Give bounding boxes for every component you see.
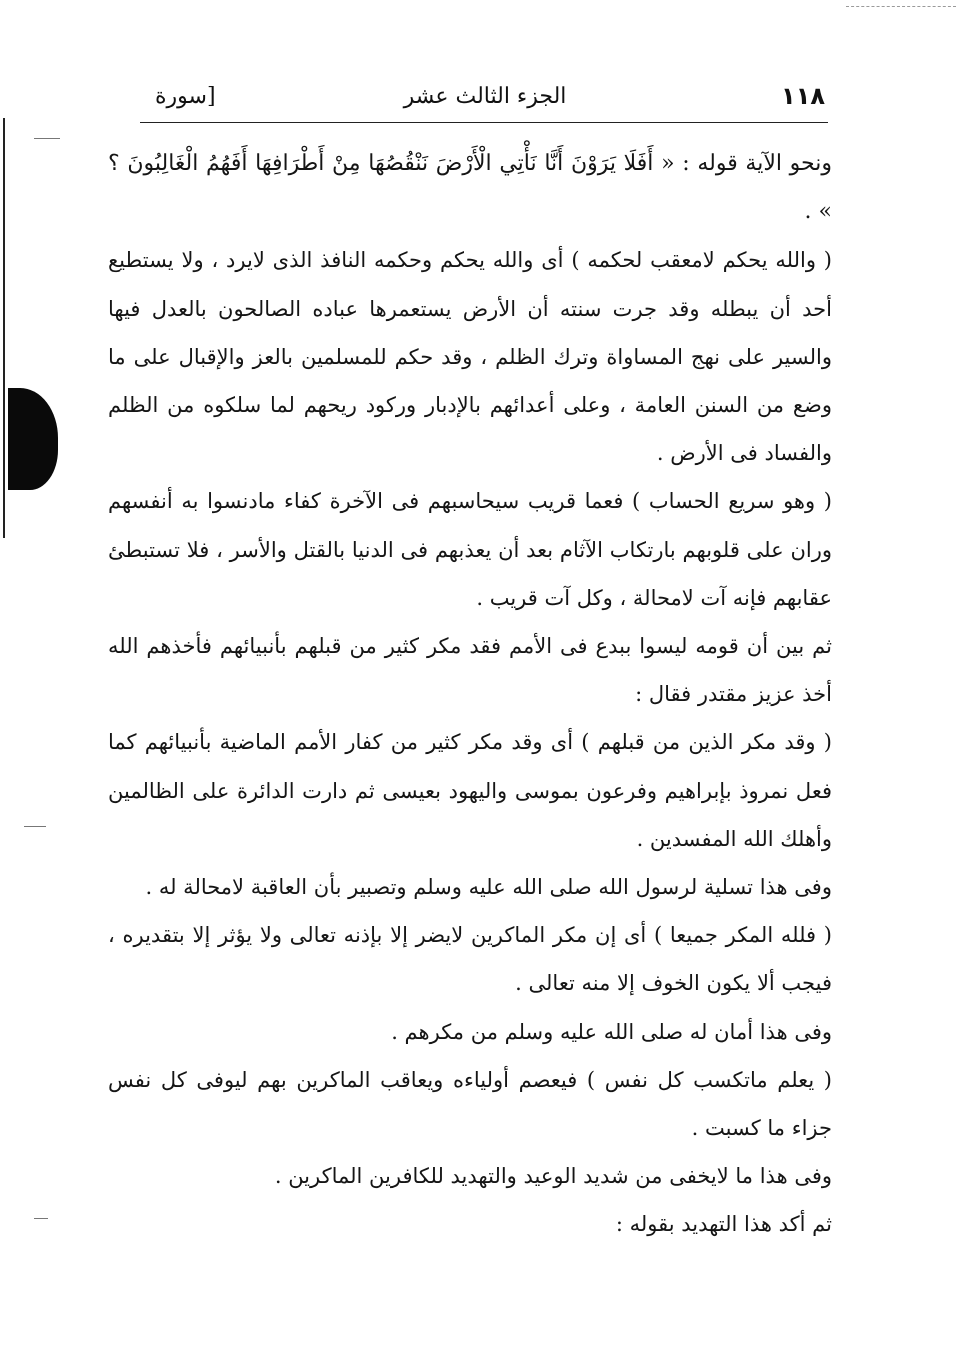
scan-artifact-tick <box>24 826 46 827</box>
page-number: ١١٨ <box>781 82 825 110</box>
paragraph: وفى هذا أمان له صلى الله عليه وسلم من مكرهم . <box>391 1019 832 1044</box>
paragraph: وفى هذا تسلية لرسول الله صلى الله عليه وسلم وتصبير بأن العاقبة لامحالة له . <box>145 875 832 900</box>
surah-label: [سورة <box>155 84 216 109</box>
paragraph: ( يعلم ماتكسب كل نفس ) فيعصم أولياءه ويعاقب الماكرين بهم ليوفى كل نفس جزاء ما كسبت . <box>108 1067 832 1141</box>
paragraph: ( وقد مكر الذين من قبلهم ) أى وقد مكر كثير من كفار الأمم الماضية بأنبيائهم كما فعل نمروذ بإبراهيم وفرعون بموسى واليهود بعيسى ثم دارت الدائرة على الظالمين وأهلك الله المفسدين . <box>108 730 832 851</box>
scan-artifact-top <box>846 6 956 7</box>
paragraph: ( وهو سريع الحساب ) فعما قريب سيحاسبهم فى الآخرة كفاء مادنسوا به أنفسهم وران على قلوبهم بارتكاب الآثام بعد أن يعذبهم فى الدنيا بالقتل والأسر ، فلا تستبطئ عقابهم فإنه آت لامحالة ، وكل آت قريب . <box>108 489 832 610</box>
running-title: الجزء الثالث عشر <box>403 84 567 109</box>
body-text <box>108 140 832 1249</box>
header-rule <box>140 122 828 123</box>
scan-artifact-tick <box>34 1218 48 1219</box>
page-header <box>145 78 825 122</box>
scan-artifact-ink-blob <box>8 388 58 490</box>
paragraph: ثم أكد هذا التهديد بقوله : <box>615 1212 832 1237</box>
paragraph: وفى هذا ما لايخفى من شديد الوعيد والتهديد للكافرين الماكرين . <box>274 1164 832 1189</box>
paragraph: ونحو الآية قوله : « أَفَلَا يَرَوْنَ أَنَّا نَأْتِي الْأَرْضَ نَنْقُصُهَا مِنْ أَطْرَافِهَا أَفَهُمُ الْغَالِبُونَ ؟ » . <box>108 151 832 225</box>
scan-artifact-left-bar <box>3 118 5 538</box>
paragraph: ( فلله المكر جميعا ) أى إن مكر الماكرين لايضر إلا بإذنه تعالى ولا يؤثر إلا بتقديره ، فيجب ألا يكون الخوف إلا منه تعالى . <box>108 923 832 996</box>
paragraph: ( والله يحكم لامعقب لحكمه ) أى والله يحكم وحكمه النافذ الذى لايرد ، ولا يستطيع أحد أن يبطله وقد جرت سنته أن الأرض يستعمرها عباده الصالحون بالعدل فيها والسير على نهج المساواة وترك الظلم ، وقد حكم للمسلمين بالعز والإقبال على ما وضع من السنن العامة ، وعلى أعدائهم بالإدبار وركود ريحهم لما سلكوه من الظلم والفساد فى الأرض . <box>108 248 833 466</box>
scan-artifact-tick <box>34 138 60 139</box>
paragraph: ثم بين أن قومه ليسوا ببدع فى الأمم فقد مكر كثير من قبلهم بأنبيائهم فأخذهم الله أخذ عزيز مقتدر فقال : <box>108 634 832 707</box>
